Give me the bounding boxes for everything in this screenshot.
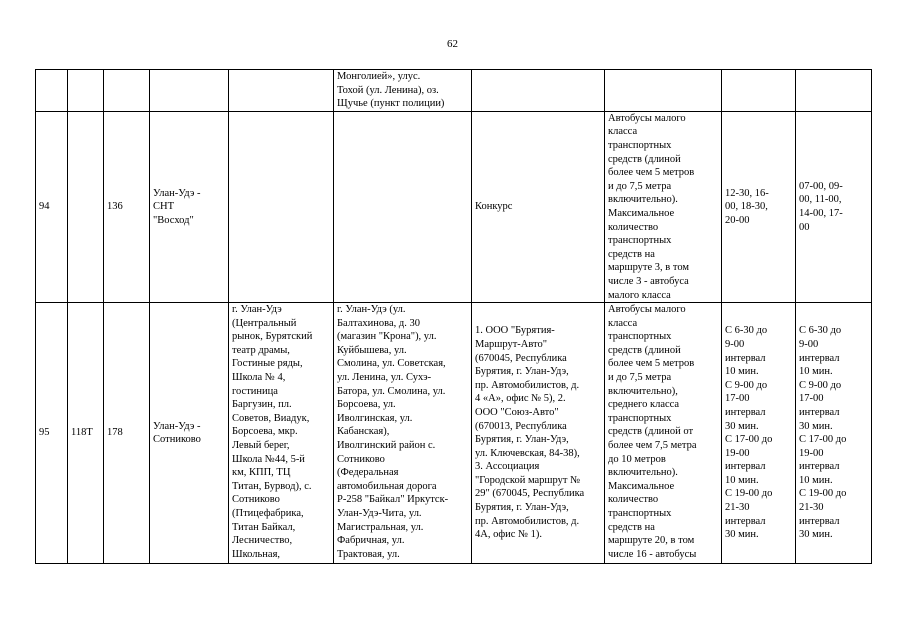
cell-num (36, 70, 68, 112)
routes-table (35, 69, 872, 564)
table-row (36, 70, 872, 112)
cell-schedule-weekday: 12-30, 16- 00, 18-30, 20-00 (722, 111, 796, 302)
cell-stops-forward (229, 70, 334, 112)
cell-route-alt: 178 (104, 303, 150, 564)
cell-carrier: 1. ООО "Бурятия- Маршрут-Авто" (670045, Республика Бурятия, г. Улан-Удэ, пр. Автомобилистов, д. 4 «А», офис № 5), 2. ООО "Союз-Авто" (670013, Республика Бурятия, г. Улан-Удэ, ул. Ключевская, 84-38), 3. Ассоциация "Городской маршрут № 29" (670045, Республика Бурятия, г. Улан-Удэ, пр. Автомобилистов, д. 4А, офис № 1). (472, 303, 605, 564)
cell-stops-forward: г. Улан-Удэ (Центральный рынок, Бурятский театр драмы, Гостиные ряды, Школа № 4, гостиница Баргузин, пл. Советов, Виадук, Борсоева, мкр. Левый берег, Школа №44, 5-й км, КПП, ТЦ Титан, Бурвод), с. Сотниково (Птицефабрика, Титан Байкал, Лесничество, Школьная, (229, 303, 334, 564)
cell-name (150, 70, 229, 112)
cell-stops-reverse: г. Улан-Удэ (ул. Балтахинова, д. 30 (магазин "Крона"), ул. Куйбышева, ул. Смолина, ул. Советская, ул. Ленина, ул. Сухэ- Батора, ул. Смолина, ул. Борсоева, ул. Иволгинская, ул. Кабанская), Иволгинский район с. Сотниково (Федеральная автомобильная дорога Р-258 "Байкал" Иркутск- Улан-Удэ-Чита, ул. Магистральная, ул. Фабричная, ул. Трактовая, ул. (334, 303, 472, 564)
page-number: 62 (447, 38, 458, 50)
cell-schedule-weekday (722, 70, 796, 112)
cell-num: 95 (36, 303, 68, 564)
table-row (36, 111, 872, 302)
cell-stops-reverse: Монголией», улус. Тохой (ул. Ленина), оз. Щучье (пункт полиции) (334, 70, 472, 112)
cell-name: Улан-Удэ - СНТ "Восход" (150, 111, 229, 302)
cell-route: 118Т (68, 303, 104, 564)
cell-vehicles: Автобусы малого класса транспортных средств (длиной более чем 5 метров и до 7,5 метра включительно). Максимальное количество транспортных средств на маршруте 3, в том числе 3 - автобуса малого класса (605, 111, 722, 302)
cell-route-alt: 136 (104, 111, 150, 302)
cell-num: 94 (36, 111, 68, 302)
cell-schedule-weekday: С 6-30 до 9-00 интервал 10 мин. С 9-00 до 17-00 интервал 30 мин. С 17-00 до 19-00 интервал 10 мин. С 19-00 до 21-30 интервал 30 мин. (722, 303, 796, 564)
cell-schedule-weekend: С 6-30 до 9-00 интервал 10 мин. С 9-00 до 17-00 интервал 30 мин. С 17-00 до 19-00 интервал 10 мин. С 19-00 до 21-30 интервал 30 мин. (796, 303, 872, 564)
cell-stops-forward (229, 111, 334, 302)
cell-route (68, 70, 104, 112)
cell-route-alt (104, 70, 150, 112)
cell-route (68, 111, 104, 302)
cell-schedule-weekend: 07-00, 09- 00, 11-00, 14-00, 17- 00 (796, 111, 872, 302)
cell-vehicles: Автобусы малого класса транспортных средств (длиной более чем 5 метров и до 7,5 метра включительно), среднего класса транспортных средств (длиной от более чем 7,5 метра до 10 метров включительно). Максимальное количество транспортных средств на маршруте 20, в том числе 16 - автобусы (605, 303, 722, 564)
cell-carrier (472, 70, 605, 112)
cell-stops-reverse (334, 111, 472, 302)
cell-vehicles (605, 70, 722, 112)
cell-carrier: Конкурс (472, 111, 605, 302)
cell-schedule-weekend (796, 70, 872, 112)
cell-name: Улан-Удэ - Сотниково (150, 303, 229, 564)
table-row (36, 303, 872, 564)
